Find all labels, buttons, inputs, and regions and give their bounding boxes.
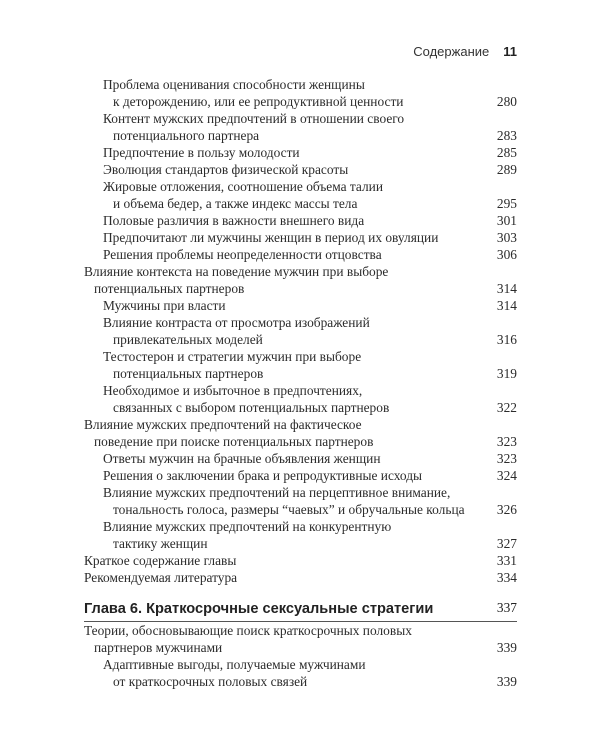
toc-section-page: 334 <box>496 570 517 585</box>
toc-entry-title: Половые различия в важности внешнего вида <box>103 213 365 228</box>
toc-entry-title: Влияние контраста от просмотра изображений <box>103 315 370 330</box>
toc-entry-page: 326 <box>496 502 517 517</box>
toc-entry-title: Необходимое и избыточное в предпочтениях, <box>103 383 363 398</box>
toc-section-title-cont: поведение при поиске потенциальных партнеров <box>94 434 374 449</box>
toc-entry-title-cont: потенциального партнера <box>113 128 260 143</box>
toc-entry-title: Контент мужских предпочтений в отношении своего <box>103 111 405 126</box>
toc-entry-page: 295 <box>496 196 517 211</box>
toc-entry-page: 289 <box>496 162 517 177</box>
toc-section-title: Влияние мужских предпочтений на фактическое <box>84 417 362 432</box>
running-head-section: Содержание <box>413 44 490 59</box>
toc-entry-title-cont: потенциальных партнеров <box>113 366 264 381</box>
toc-entry-page: 283 <box>496 128 517 143</box>
toc-entry-page: 306 <box>496 247 517 262</box>
toc-entry-title-cont: привлекательных моделей <box>113 332 263 347</box>
toc-entry[interactable] <box>84 656 517 690</box>
toc-entry[interactable] <box>84 382 517 416</box>
table-of-contents <box>84 76 517 690</box>
toc-section[interactable] <box>84 622 517 656</box>
toc-entry[interactable] <box>84 212 517 229</box>
toc-entry[interactable] <box>84 229 517 246</box>
toc-entry-page: 322 <box>496 400 517 415</box>
toc-entry-title-cont: тактику женщин <box>113 536 208 551</box>
toc-entry-title-cont: тональность голоса, размеры “чаевых” и обручальные кольца <box>113 502 465 517</box>
toc-section-title: Теории, обосновывающие поиск краткосрочных половых <box>84 623 412 638</box>
toc-section-page: 323 <box>496 434 517 449</box>
toc-entry-title-cont: и объема бедер, а также индекс массы тела <box>113 196 358 211</box>
toc-section-page: 314 <box>496 281 517 296</box>
toc-entry-page: 280 <box>496 94 517 109</box>
toc-entry-title: Влияние мужских предпочтений на конкурентную <box>103 519 392 534</box>
toc-entry-page: 285 <box>496 145 517 160</box>
toc-section[interactable] <box>84 552 517 569</box>
toc-chapter-title: Глава 6. Краткосрочные сексуальные стратегии <box>84 601 434 617</box>
toc-chapter-page: 337 <box>496 600 517 615</box>
toc-entry-page: 316 <box>496 332 517 347</box>
toc-entry-title: Влияние мужских предпочтений на перцептивное внимание, <box>103 485 451 500</box>
toc-entry-page: 319 <box>496 366 517 381</box>
toc-entry-title-cont: связанных с выбором потенциальных партнеров <box>113 400 390 415</box>
toc-entry-page: 323 <box>496 451 517 466</box>
toc-entry-title-cont: от краткосрочных половых связей <box>113 674 308 689</box>
toc-entry-page: 339 <box>496 674 517 689</box>
toc-entry[interactable] <box>84 76 517 110</box>
toc-entry[interactable] <box>84 450 517 467</box>
toc-entry-page: 327 <box>496 536 517 551</box>
toc-entry-page: 314 <box>496 298 517 313</box>
toc-section-page: 331 <box>496 553 517 568</box>
toc-entry[interactable] <box>84 110 517 144</box>
toc-entry[interactable] <box>84 467 517 484</box>
toc-section-title: Влияние контекста на поведение мужчин при выборе <box>84 264 389 279</box>
toc-section-page: 339 <box>496 640 517 655</box>
toc-section-title: Рекомендуемая литература <box>84 570 238 585</box>
toc-section-title: Краткое содержание главы <box>84 553 237 568</box>
toc-entry[interactable] <box>84 297 517 314</box>
toc-section[interactable] <box>84 416 517 450</box>
page-number: 11 <box>503 44 517 59</box>
toc-chapter-heading[interactable] <box>84 599 517 622</box>
toc-entry-page: 303 <box>496 230 517 245</box>
toc-section-title-cont: партнеров мужчинами <box>94 640 223 655</box>
toc-entry-title: Проблема оценивания способности женщины <box>103 77 365 92</box>
toc-entry-title: Адаптивные выгоды, получаемые мужчинами <box>103 657 366 672</box>
toc-entry[interactable] <box>84 246 517 263</box>
toc-entry[interactable] <box>84 484 517 518</box>
toc-entry[interactable] <box>84 161 517 178</box>
toc-entry-page: 301 <box>496 213 517 228</box>
toc-entry-title: Решения о заключении брака и репродуктивные исходы <box>103 468 423 483</box>
toc-entry-title: Эволюция стандартов физической красоты <box>103 162 349 177</box>
toc-entry[interactable] <box>84 348 517 382</box>
toc-entry-title: Тестостерон и стратегии мужчин при выборе <box>103 349 362 364</box>
toc-entry-title: Предпочтение в пользу молодости <box>103 145 300 160</box>
toc-entry-page: 324 <box>496 468 517 483</box>
toc-entry[interactable] <box>84 178 517 212</box>
toc-section[interactable] <box>84 263 517 297</box>
toc-entry[interactable] <box>84 144 517 161</box>
toc-entry-title: Предпочитают ли мужчины женщин в период их овуляции <box>103 230 439 245</box>
toc-entry-title: Жировые отложения, соотношение объема талии <box>103 179 384 194</box>
toc-section-title-cont: потенциальных партнеров <box>94 281 245 296</box>
toc-entry-title-cont: к деторождению, или ее репродуктивной ценности <box>113 94 404 109</box>
toc-entry-title: Решения проблемы неопределенности отцовства <box>103 247 382 262</box>
running-head <box>413 44 517 59</box>
toc-entry-title: Мужчины при власти <box>103 298 226 313</box>
toc-entry[interactable] <box>84 518 517 552</box>
toc-section[interactable] <box>84 569 517 586</box>
toc-entry[interactable] <box>84 314 517 348</box>
toc-entry-title: Ответы мужчин на брачные объявления женщин <box>103 451 381 466</box>
